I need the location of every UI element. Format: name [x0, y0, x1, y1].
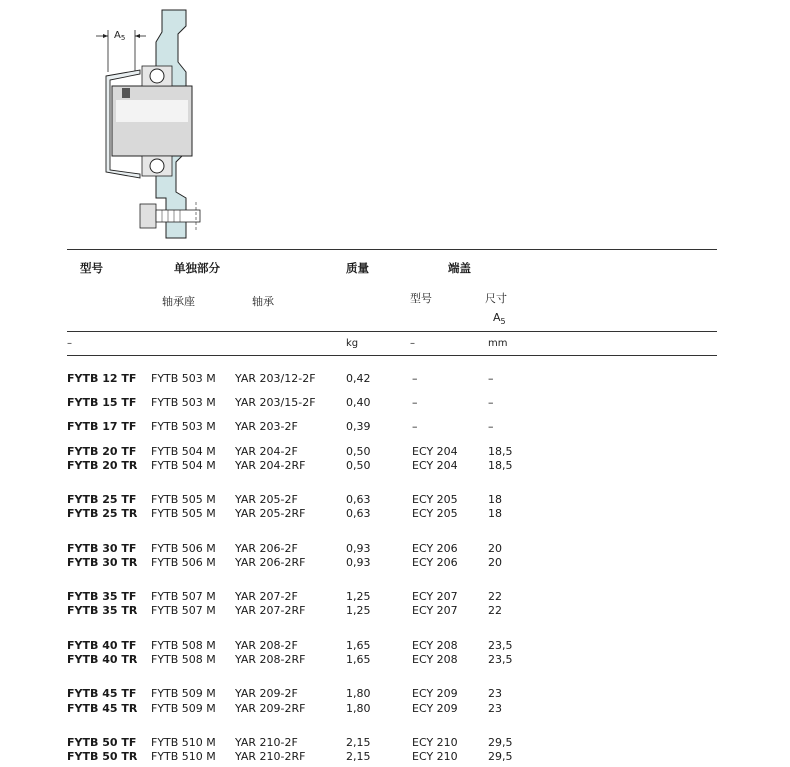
header-end-cover: 端盖 [448, 261, 471, 275]
cell-bearing: YAR 204-2RF [235, 459, 306, 472]
cell-mass: 0,42 [346, 372, 371, 385]
cell-housing: FYTB 506 M [151, 542, 216, 555]
unit-cover: – [410, 338, 415, 349]
cell-cover: ECY 206 [412, 542, 458, 555]
cell-a5: 20 [488, 542, 502, 555]
dimension-label: $A_5$ [114, 30, 126, 42]
cell-mass: 0,63 [346, 507, 371, 520]
cell-housing: FYTB 507 M [151, 590, 216, 603]
cell-housing: FYTB 506 M [151, 556, 216, 569]
cell-cover: ECY 207 [412, 590, 458, 603]
cell-model: FYTB 30 TF [67, 542, 137, 555]
cell-housing: FYTB 505 M [151, 507, 216, 520]
cell-bearing: YAR 205-2RF [235, 507, 306, 520]
cell-bearing: YAR 207-2F [235, 590, 298, 603]
cell-cover: ECY 208 [412, 653, 458, 666]
table-top-rule [67, 249, 717, 250]
cell-housing: FYTB 509 M [151, 687, 216, 700]
cell-model: FYTB 12 TF [67, 372, 137, 385]
units-rule [67, 355, 717, 356]
cell-cover: ECY 206 [412, 556, 458, 569]
cell-housing: FYTB 508 M [151, 653, 216, 666]
header-rule [67, 331, 717, 332]
cell-a5: 29,5 [488, 750, 513, 763]
cell-cover: ECY 210 [412, 736, 458, 749]
cell-housing: FYTB 509 M [151, 702, 216, 715]
bearing-unit-drawing [90, 2, 220, 242]
cell-cover: – [412, 420, 418, 433]
cell-model: FYTB 25 TR [67, 507, 138, 520]
cell-bearing: YAR 209-2RF [235, 702, 306, 715]
cell-a5: 23,5 [488, 639, 513, 652]
subheader-cover-designation: 型号 [410, 292, 432, 305]
cell-cover: ECY 205 [412, 507, 458, 520]
header-mass: 质量 [346, 261, 369, 275]
cell-bearing: YAR 210-2RF [235, 750, 306, 763]
cell-cover: – [412, 396, 418, 409]
cell-bearing: YAR 208-2F [235, 639, 298, 652]
cell-a5: – [488, 420, 494, 433]
cell-model: FYTB 30 TR [67, 556, 138, 569]
cell-a5: – [488, 372, 494, 385]
cell-bearing: YAR 208-2RF [235, 653, 306, 666]
cell-mass: 1,65 [346, 639, 371, 652]
unit-dimension: mm [488, 338, 508, 349]
cell-bearing: YAR 204-2F [235, 445, 298, 458]
cell-mass: 1,80 [346, 687, 371, 700]
cell-mass: 2,15 [346, 750, 371, 763]
cell-a5: 18 [488, 507, 502, 520]
cell-housing: FYTB 507 M [151, 604, 216, 617]
cell-mass: 1,80 [346, 702, 371, 715]
cell-housing: FYTB 508 M [151, 639, 216, 652]
cell-housing: FYTB 503 M [151, 396, 216, 409]
cell-cover: ECY 209 [412, 687, 458, 700]
cell-housing: FYTB 505 M [151, 493, 216, 506]
cell-housing: FYTB 503 M [151, 420, 216, 433]
cell-a5: 23,5 [488, 653, 513, 666]
cell-bearing: YAR 206-2RF [235, 556, 306, 569]
cell-model: FYTB 17 TF [67, 420, 137, 433]
cell-mass: 0,39 [346, 420, 371, 433]
cell-housing: FYTB 503 M [151, 372, 216, 385]
header-individual-parts: 单独部分 [174, 261, 220, 275]
cell-model: FYTB 50 TR [67, 750, 138, 763]
cell-model: FYTB 40 TF [67, 639, 137, 652]
cell-model: FYTB 20 TF [67, 445, 137, 458]
cell-cover: ECY 208 [412, 639, 458, 652]
cell-a5: 18,5 [488, 445, 513, 458]
cell-model: FYTB 15 TF [67, 396, 137, 409]
cell-bearing: YAR 210-2F [235, 736, 298, 749]
cell-model: FYTB 50 TF [67, 736, 137, 749]
cell-model: FYTB 40 TR [67, 653, 138, 666]
cell-mass: 0,93 [346, 556, 371, 569]
cell-a5: 22 [488, 604, 502, 617]
cell-cover: ECY 207 [412, 604, 458, 617]
cell-model: FYTB 20 TR [67, 459, 138, 472]
cell-cover: ECY 205 [412, 493, 458, 506]
cell-a5: 20 [488, 556, 502, 569]
cell-model: FYTB 35 TF [67, 590, 137, 603]
unit-designation: – [67, 338, 72, 349]
cell-housing: FYTB 504 M [151, 445, 216, 458]
cell-a5: 18,5 [488, 459, 513, 472]
cell-a5: 23 [488, 687, 502, 700]
cell-cover: – [412, 372, 418, 385]
cell-mass: 1,25 [346, 590, 371, 603]
cell-model: FYTB 45 TR [67, 702, 138, 715]
cell-mass: 0,93 [346, 542, 371, 555]
cell-bearing: YAR 203/15-2F [235, 396, 316, 409]
cell-housing: FYTB 504 M [151, 459, 216, 472]
cell-model: FYTB 25 TF [67, 493, 137, 506]
cell-cover: ECY 204 [412, 445, 458, 458]
cell-a5: – [488, 396, 494, 409]
cell-mass: 0,40 [346, 396, 371, 409]
header-designation: 型号 [80, 261, 103, 275]
cell-mass: 1,25 [346, 604, 371, 617]
cell-housing: FYTB 510 M [151, 750, 216, 763]
subheader-bearing: 轴承 [252, 295, 274, 308]
cell-a5: 22 [488, 590, 502, 603]
cell-model: FYTB 45 TF [67, 687, 137, 700]
cell-a5: 18 [488, 493, 502, 506]
cell-a5: 29,5 [488, 736, 513, 749]
cell-bearing: YAR 207-2RF [235, 604, 306, 617]
unit-mass: kg [346, 338, 359, 349]
subheader-dimension: 尺寸 [485, 292, 507, 305]
subheader-dimension-symbol: $A_5$ [493, 311, 506, 327]
cell-mass: 0,50 [346, 445, 371, 458]
cell-bearing: YAR 203/12-2F [235, 372, 316, 385]
cell-mass: 1,65 [346, 653, 371, 666]
cell-mass: 0,50 [346, 459, 371, 472]
cell-mass: 2,15 [346, 736, 371, 749]
cell-bearing: YAR 206-2F [235, 542, 298, 555]
cell-bearing: YAR 205-2F [235, 493, 298, 506]
cell-bearing: YAR 209-2F [235, 687, 298, 700]
cell-cover: ECY 204 [412, 459, 458, 472]
cell-bearing: YAR 203-2F [235, 420, 298, 433]
cell-cover: ECY 210 [412, 750, 458, 763]
subheader-housing: 轴承座 [162, 295, 195, 308]
cell-model: FYTB 35 TR [67, 604, 138, 617]
cell-housing: FYTB 510 M [151, 736, 216, 749]
cell-mass: 0,63 [346, 493, 371, 506]
cell-cover: ECY 209 [412, 702, 458, 715]
cell-a5: 23 [488, 702, 502, 715]
